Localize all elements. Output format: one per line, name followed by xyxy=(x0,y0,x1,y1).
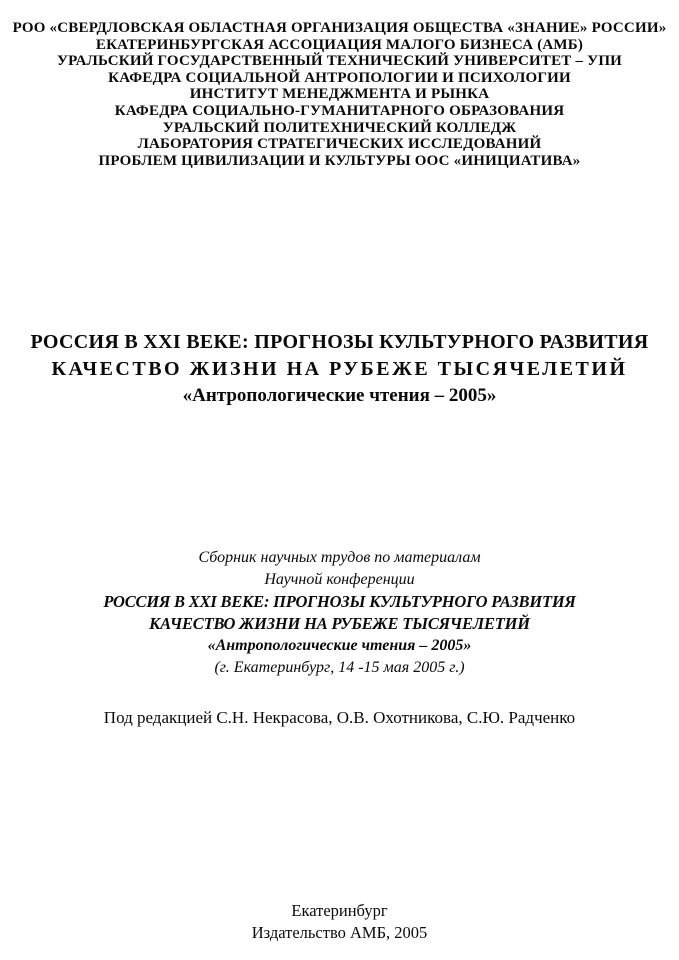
organization-line: КАФЕДРА СОЦИАЛЬНО-ГУМАНИТАРНОГО ОБРАЗОВАНИЯ xyxy=(114,102,565,119)
editors-line: Под редакцией С.Н. Некрасова, О.В. Охотникова, С.Ю. Радченко xyxy=(103,708,576,728)
subtitle-line-5: «Антропологические чтения – 2005» xyxy=(207,637,472,655)
subtitle-line-3: РОССИЯ В XXI ВЕКЕ: ПРОГНОЗЫ КУЛЬТУРНОГО РАЗВИТИЯ xyxy=(103,592,576,612)
conference-subtitle xyxy=(0,547,679,679)
subtitle-line-4: КАЧЕСТВО ЖИЗНИ НА РУБЕЖЕ ТЫСЯЧЕЛЕТИЙ xyxy=(149,614,530,634)
organization-line: ЛАБОРАТОРИЯ СТРАТЕГИЧЕСКИХ ИССЛЕДОВАНИЙ xyxy=(137,136,542,153)
organization-line: КАФЕДРА СОЦИАЛЬНОЙ АНТРОПОЛОГИИ И ПСИХОЛОГИИ xyxy=(108,69,571,86)
subtitle-line-6: (г. Екатеринбург, 14 -15 мая 2005 г.) xyxy=(214,659,465,677)
organization-line: ИНСТИТУТ МЕНЕДЖМЕНТА И РЫНКА xyxy=(189,86,490,103)
subtitle-line-1: Сборник научных трудов по материалам xyxy=(198,549,481,567)
organization-line: УРАЛЬСКИЙ ПОЛИТЕХНИЧЕСКИЙ КОЛЛЕДЖ xyxy=(162,119,517,136)
imprint-footer xyxy=(0,900,679,944)
organizations-header xyxy=(0,0,679,169)
imprint-city: Екатеринбург xyxy=(291,901,388,920)
title-line-2: КАЧЕСТВО ЖИЗНИ НА РУБЕЖЕ ТЫСЯЧЕЛЕТИЙ xyxy=(51,358,628,381)
title-line-1: РОССИЯ В XXI ВЕКЕ: ПРОГНОЗЫ КУЛЬТУРНОГО РАЗВИТИЯ xyxy=(30,331,649,354)
organization-line: ПРОБЛЕМ ЦИВИЛИЗАЦИИ И КУЛЬТУРЫ ООС «ИНИЦИАТИВА» xyxy=(98,152,581,169)
book-title xyxy=(0,329,679,409)
subtitle-line-2: Научной конференции xyxy=(264,571,415,589)
imprint-publisher: Издательство АМБ, 2005 xyxy=(251,923,428,942)
organization-line: ЕКАТЕРИНБУРГСКАЯ АССОЦИАЦИЯ МАЛОГО БИЗНЕСА (АМБ) xyxy=(95,36,584,53)
title-line-3: «Антропологические чтения – 2005» xyxy=(182,385,497,407)
organization-line: РОО «СВЕРДЛОВСКАЯ ОБЛАСТНАЯ ОРГАНИЗАЦИЯ ОБЩЕСТВА «ЗНАНИЕ» РОССИИ» xyxy=(12,20,667,36)
organization-line: УРАЛЬСКИЙ ГОСУДАРСТВЕННЫЙ ТЕХНИЧЕСКИЙ УНИВЕРСИТЕТ – УПИ xyxy=(56,53,623,70)
